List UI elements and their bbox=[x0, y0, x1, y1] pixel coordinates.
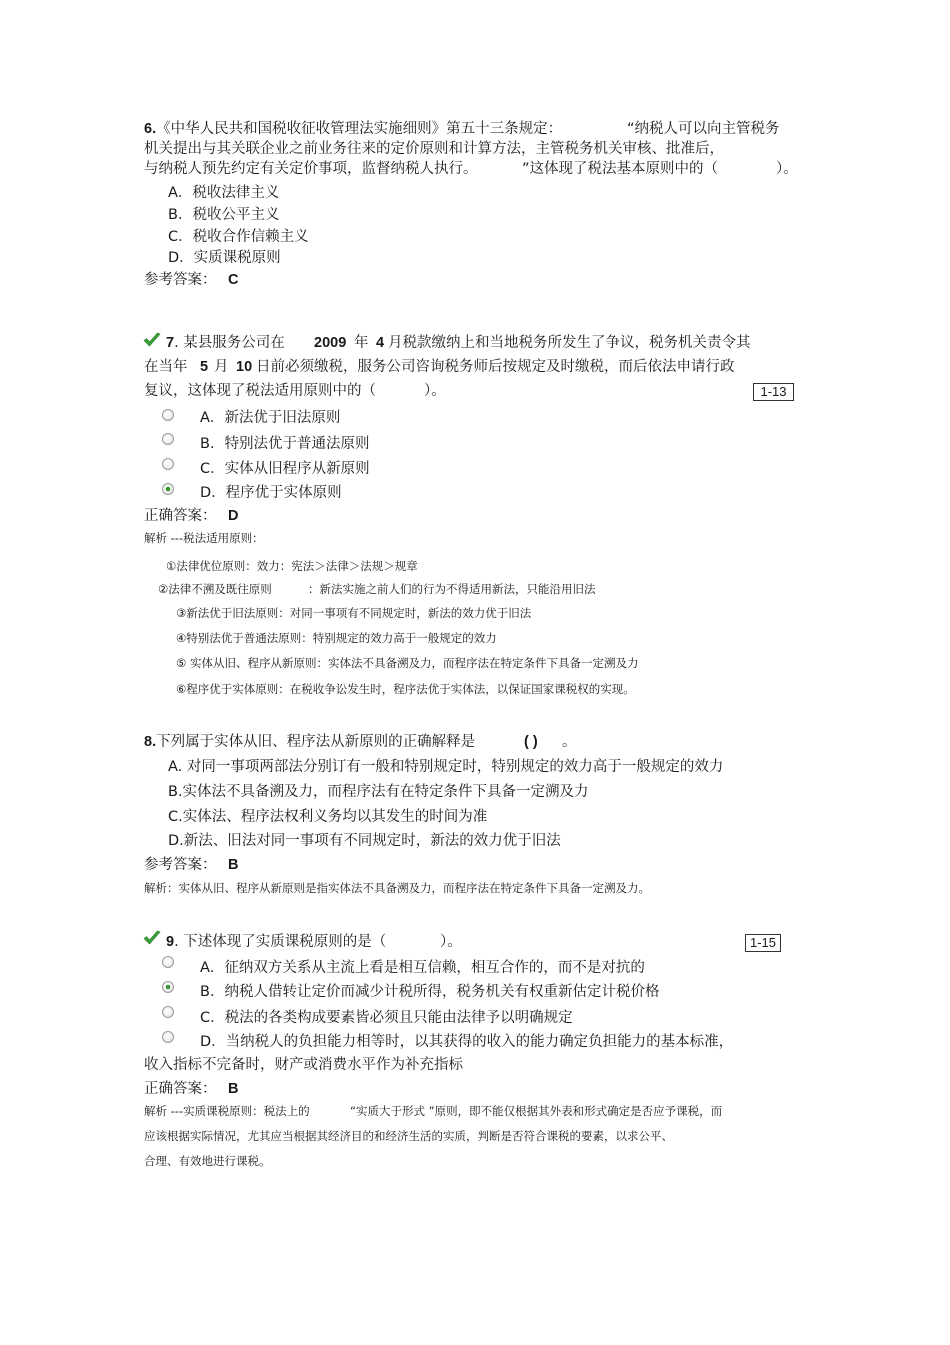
q7-option-d[interactable]: D．程序优于实体原则 bbox=[200, 485, 342, 501]
q7-month: 4 bbox=[376, 335, 385, 351]
q9-page-tag: 1-15 bbox=[745, 934, 781, 952]
q9-radio-d[interactable] bbox=[162, 1031, 174, 1043]
q7-line2-start: 在当年 bbox=[144, 359, 188, 375]
q8-answer: B bbox=[228, 857, 239, 873]
q6-option-d: D．实质课税原则 bbox=[168, 250, 281, 266]
q9-option-b[interactable]: B．纳税人借转让定价而减少计税所得，税务机关有权重新估定计税价格 bbox=[200, 984, 660, 1000]
q6-line1-text: 《中华人民共和国税收征收管理法实施细则》第五十三条规定： bbox=[156, 121, 563, 137]
q7-option-c[interactable]: C．实体从旧程序从新原则 bbox=[200, 461, 370, 477]
q7-radio-c[interactable] bbox=[162, 458, 174, 470]
q7-analysis-6: ⑥程序优于实体原则：在税收争讼发生时，程序法优于实体法，以保证国家课税权的实现。 bbox=[176, 682, 635, 696]
q7-line3-close: ）。 bbox=[424, 383, 446, 399]
q7-line2-rest: 日前必须缴税，服务公司咨询税务师后按规定及时缴税，而后依法申请行政 bbox=[256, 359, 735, 375]
q7-answer-label: 正确答案： bbox=[144, 508, 217, 524]
q6-answer-label: 参考答案： bbox=[144, 272, 217, 288]
checkmark-icon bbox=[143, 332, 161, 348]
q9-analysis-3: 合理、有效地进行课税。 bbox=[144, 1154, 271, 1168]
q8-option-b: B.实体法不具备溯及力，而程序法有在特定条件下具备一定溯及力 bbox=[168, 784, 589, 800]
q9-stem-text: . 下述体现了实质课税原则的是（ bbox=[174, 934, 387, 950]
q7-radio-d-selected[interactable] bbox=[162, 483, 174, 495]
q6-option-b: B．税收公平主义 bbox=[168, 207, 280, 223]
q9-option-d-continued: 收入指标不完备时，财产或消费水平作为补充指标 bbox=[144, 1057, 463, 1073]
q7-analysis-title: 解析 ---税法适用原则： bbox=[144, 531, 264, 545]
q7-analysis-1: ①法律优位原则：效力：宪法＞法律＞法规＞规章 bbox=[166, 559, 418, 573]
q6-line1 bbox=[144, 122, 562, 137]
q7-year-unit: 年 bbox=[354, 335, 369, 351]
q7-option-a[interactable]: A．新法优于旧法原则 bbox=[200, 410, 341, 426]
q6-line3: 与纳税人预先约定有关定价事项，监督纳税人执行。 bbox=[144, 161, 478, 177]
q7-month2-unit: 月 bbox=[214, 359, 229, 375]
q6-option-a: A．税收法律主义 bbox=[168, 185, 280, 201]
q7-month2: 5 bbox=[200, 359, 209, 375]
q7-analysis-3: ③新法优于旧法原则：对同一事项有不同规定时，新法的效力优于旧法 bbox=[176, 606, 532, 620]
q6-line3-close: ）。 bbox=[776, 161, 798, 177]
q8-stem-text: 下列属于实体从旧、程序法从新原则的正确解释是 bbox=[156, 734, 476, 750]
q8-option-c: C.实体法、程序法权利义务均以其发生的时间为准 bbox=[168, 809, 488, 825]
q9-stem bbox=[166, 935, 386, 950]
q7-analysis-2: ②法律不溯及既往原则 bbox=[158, 582, 272, 596]
q6-number: 6. bbox=[144, 121, 157, 137]
q9-stem-close: ）。 bbox=[440, 934, 462, 950]
checkmark-icon bbox=[143, 930, 161, 946]
q9-analysis-1-cont: “实质大于形式 ”原则，即不能仅根据其外表和形式确定是否应予课税，而 bbox=[350, 1104, 723, 1118]
q7-analysis-5: ⑤ 实体从旧、程序从新原则：实体法不具备溯及力，而程序法在特定条件下具备一定溯及力 bbox=[176, 656, 639, 670]
q9-radio-a[interactable] bbox=[162, 956, 174, 968]
q7-page-tag: 1-13 bbox=[753, 383, 794, 401]
q7-option-b[interactable]: B．特别法优于普通法原则 bbox=[200, 436, 370, 452]
q8-number: 8. bbox=[144, 734, 157, 750]
q7-answer: D bbox=[228, 508, 239, 524]
q9-answer-label: 正确答案： bbox=[144, 1081, 217, 1097]
q8-stem bbox=[144, 735, 475, 750]
q9-analysis-1: 解析 ---实质课税原则：税法上的 bbox=[144, 1104, 310, 1118]
q8-stem-end: 。 bbox=[562, 734, 577, 750]
q9-option-a[interactable]: A．征纳双方关系从主流上看是相互信赖，相互合作的，而不是对抗的 bbox=[200, 960, 645, 976]
q7-radio-b[interactable] bbox=[162, 433, 174, 445]
q9-analysis-2: 应该根据实际情况，尤其应当根据其经济目的和经济生活的实质，判断是否符合课税的要素，以求公平、 bbox=[144, 1129, 673, 1143]
q6-option-c: C．税收合作信赖主义 bbox=[168, 229, 309, 245]
q6-line3-end: ”这体现了税法基本原则中的（ bbox=[522, 161, 719, 177]
q9-number: 9 bbox=[166, 934, 175, 950]
q9-option-c[interactable]: C．税法的各类构成要素皆必须且只能由法律予以明确规定 bbox=[200, 1010, 573, 1026]
q7-analysis-4: ④特别法优于普通法原则：特别规定的效力高于一般规定的效力 bbox=[176, 631, 497, 645]
q6-answer: C bbox=[228, 272, 239, 288]
q8-option-a: A. 对同一事项两部法分别订有一般和特别规定时，特别规定的效力高于一般规定的效力 bbox=[168, 759, 724, 775]
q7-analysis-2-desc: ：新法实施之前人们的行为不得适用新法，只能沿用旧法 bbox=[308, 582, 596, 596]
q7-line1-text: . 某县服务公司在 bbox=[174, 335, 285, 351]
q8-answer-label: 参考答案： bbox=[144, 857, 217, 873]
q8-paren: ( ) bbox=[524, 734, 538, 750]
q7-year: 2009 bbox=[314, 335, 347, 351]
q8-option-d: D.新法、旧法对同一事项有不同规定时，新法的效力优于旧法 bbox=[168, 833, 561, 849]
q8-analysis: 解析：实体从旧、程序从新原则是指实体法不具备溯及力，而程序法在特定条件下具备一定溯及力。 bbox=[144, 881, 650, 895]
q7-number: 7 bbox=[166, 335, 175, 351]
q9-radio-c[interactable] bbox=[162, 1006, 174, 1018]
q9-option-d[interactable]: D．当纳税人的负担能力相等时，以其获得的收入的能力确定负担能力的基本标准， bbox=[200, 1034, 734, 1050]
q7-line3: 复议，这体现了税法适用原则中的（ bbox=[144, 383, 376, 399]
q7-line1 bbox=[166, 336, 285, 351]
q7-day2: 10 bbox=[236, 359, 253, 375]
q7-radio-a[interactable] bbox=[162, 409, 174, 421]
q7-line1-rest: 月税款缴纳上和当地税务所发生了争议，税务机关责令其 bbox=[388, 335, 751, 351]
q6-line1-quote: “纳税人可以向主管税务 bbox=[627, 121, 780, 137]
q9-radio-b-selected[interactable] bbox=[162, 981, 174, 993]
q6-line2: 机关提出与其关联企业之前业务往来的定价原则和计算方法，主管税务机关审核、批准后， bbox=[144, 141, 724, 157]
q9-answer: B bbox=[228, 1081, 239, 1097]
